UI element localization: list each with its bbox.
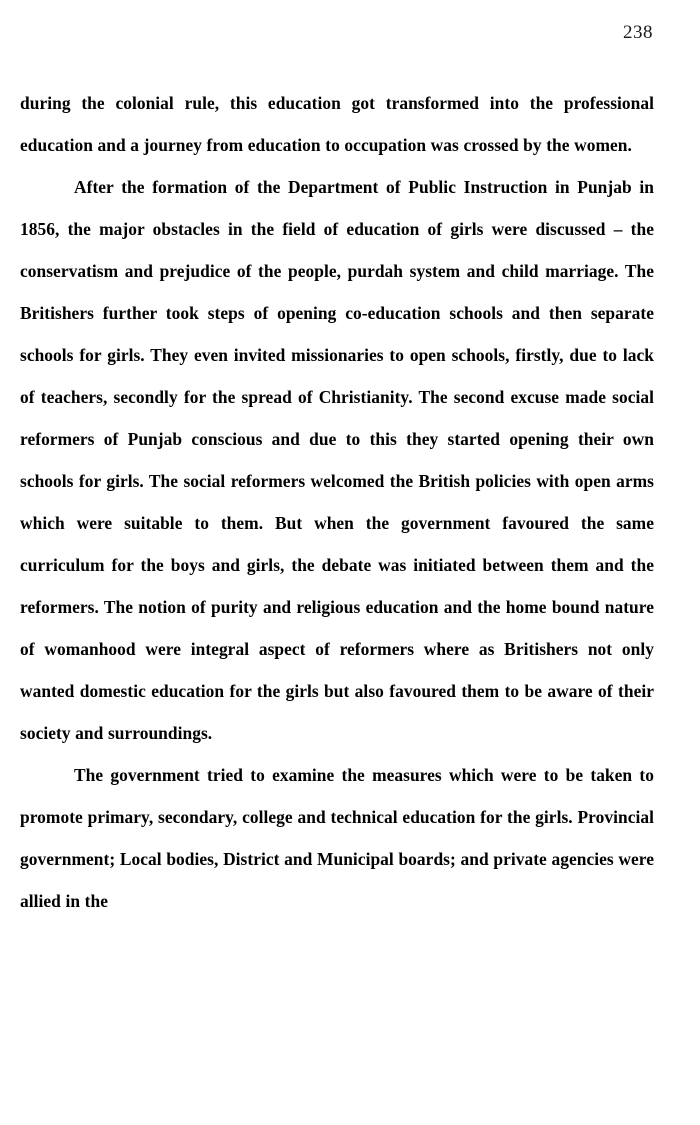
page-number: 238 (623, 22, 653, 43)
body-text-block (20, 82, 654, 922)
paragraph-department-public-instruction: After the formation of the Department of Public Instruction in Punjab in 1856, the major obstacles in the field of education of girls were discussed – the conservatism and prejudice of the people, purdah system and child marriage. The Britishers further took steps of opening co-education schools and then separate schools for girls. They even invited missionaries to open schools, firstly, due to lack of teachers, secondly for the spread of Christianity. The second excuse made social reformers of Punjab conscious and due to this they started opening their own schools for girls. The social reformers welcomed the British policies with open arms which were suitable to them. But when the government favoured the same curriculum for the boys and girls, the debate was initiated between them and the reformers. The notion of purity and religious education and the home bound nature of womanhood were integral aspect of reformers where as Britishers not only wanted domestic education for the girls but also favoured them to be aware of their society and surroundings. (20, 177, 654, 743)
page-header (0, 20, 653, 46)
paragraph-continued: during the colonial rule, this education got transformed into the professional education and a journey from education to occupation was crossed by the women. (20, 93, 654, 155)
paragraph-government-measures: The government tried to examine the measures which were to be taken to promote primary, secondary, college and technical education for the girls. Provincial government; Local bodies, District and Municipal boards; and private agencies were allied in the (20, 765, 654, 911)
